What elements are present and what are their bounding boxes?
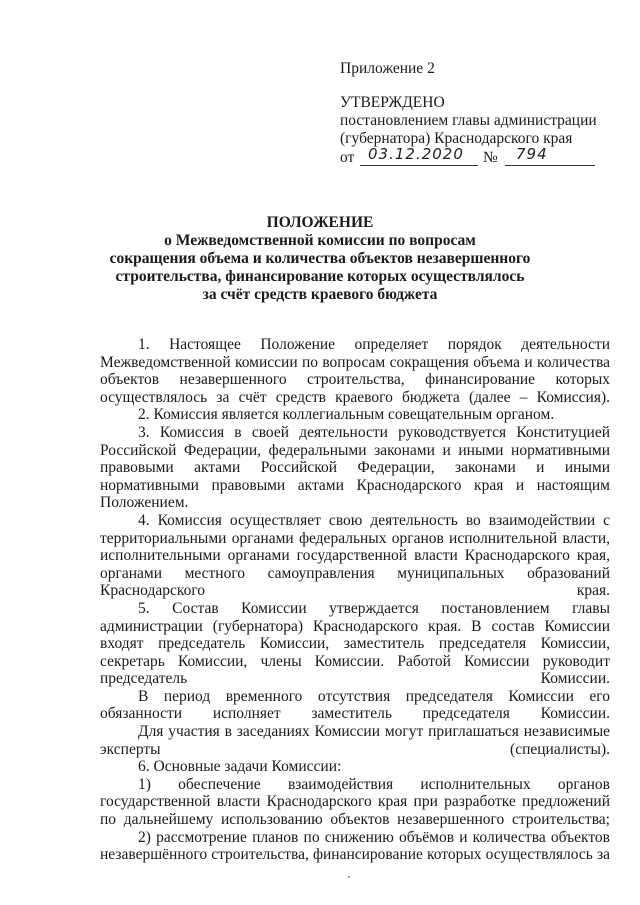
scan-speck: [348, 876, 350, 878]
date-underline: [360, 165, 478, 166]
handwritten-date: 03.12.2020: [368, 145, 464, 163]
task-2: 2) рассмотрение планов по снижению объёмов и количества объектов незавершённого строительства, финансирование которых осуществлялось за: [100, 828, 610, 864]
approved-label: УТВЕРЖДЕНО: [340, 94, 445, 111]
date-prefix: от: [340, 149, 355, 166]
title-line-1: о Межведомственной комиссии по вопросам: [164, 232, 476, 249]
paragraph-5: 5. Состав Комиссии утверждается постановлением главы администрации (губернатора) Краснодарского края. В состав Комиссии входят председатель Комиссии, заместитель председателя Комиссии, секретарь Комиссии, члены Комиссии. Работой Комиссии руководит председатель Комиссии.: [100, 599, 610, 688]
document-body: [100, 336, 610, 864]
paragraph-6: 6. Основные задачи Комиссии:: [138, 758, 342, 776]
task-1: 1) обеспечение взаимодействия исполнительных органов государственной власти Краснодарского края при разработке предложений по дальнейшему использованию объектов незавершенного строительства;: [100, 775, 610, 829]
title-line-4: за счёт средств краевого бюджета: [202, 286, 438, 303]
title-line-2: сокращения объема и количества объектов незавершенного: [109, 250, 531, 267]
number-prefix: №: [483, 149, 498, 166]
paragraph-1: 1. Настоящее Положение определяет порядок деятельности Межведомственной комиссии по вопросам сокращения объема и количества объектов незавершенного строительства, финансирование которых осуществлялось за счёт средств краевого бюджета (далее – Комиссия).: [100, 336, 610, 406]
handwritten-number: 794: [516, 145, 548, 163]
paragraph-3: 3. Комиссия в своей деятельности руководствуется Конституцией Российской Федерации, федеральными законами и иными нормативными правовыми актами Российской Федерации, законами и иными нормативными правовыми актами Краснодарского края и настоящим Положением.: [100, 423, 610, 512]
approval-line-2: (губернатора) Краснодарского края: [340, 130, 573, 147]
number-underline: [505, 165, 595, 166]
paragraph-5-absence: В период временного отсутствия председателя Комиссии его обязанности исполняет заместитель председателя Комиссии.: [100, 687, 610, 723]
paragraph-2: 2. Комиссия является коллегиальным совещательным органом.: [138, 406, 555, 424]
approval-line-1: постановлением главы администрации: [340, 112, 597, 129]
title-line-3: строительства, финансирование которых осуществлялось: [115, 268, 525, 285]
paragraph-4: 4. Комиссия осуществляет свою деятельность во взаимодействии с территориальными органами федеральных органов исполнительной власти, исполнительными органами государственной власти Краснодарского края, органами местного самоуправления муниципальных образований Краснодарского края.: [100, 511, 610, 600]
appendix-label: Приложение 2: [340, 60, 435, 77]
paragraph-5-experts: Для участия в заседаниях Комиссии могут приглашаться независимые эксперты (специалисты).: [100, 723, 610, 758]
document-title: ПОЛОЖЕНИЕ: [266, 214, 374, 231]
